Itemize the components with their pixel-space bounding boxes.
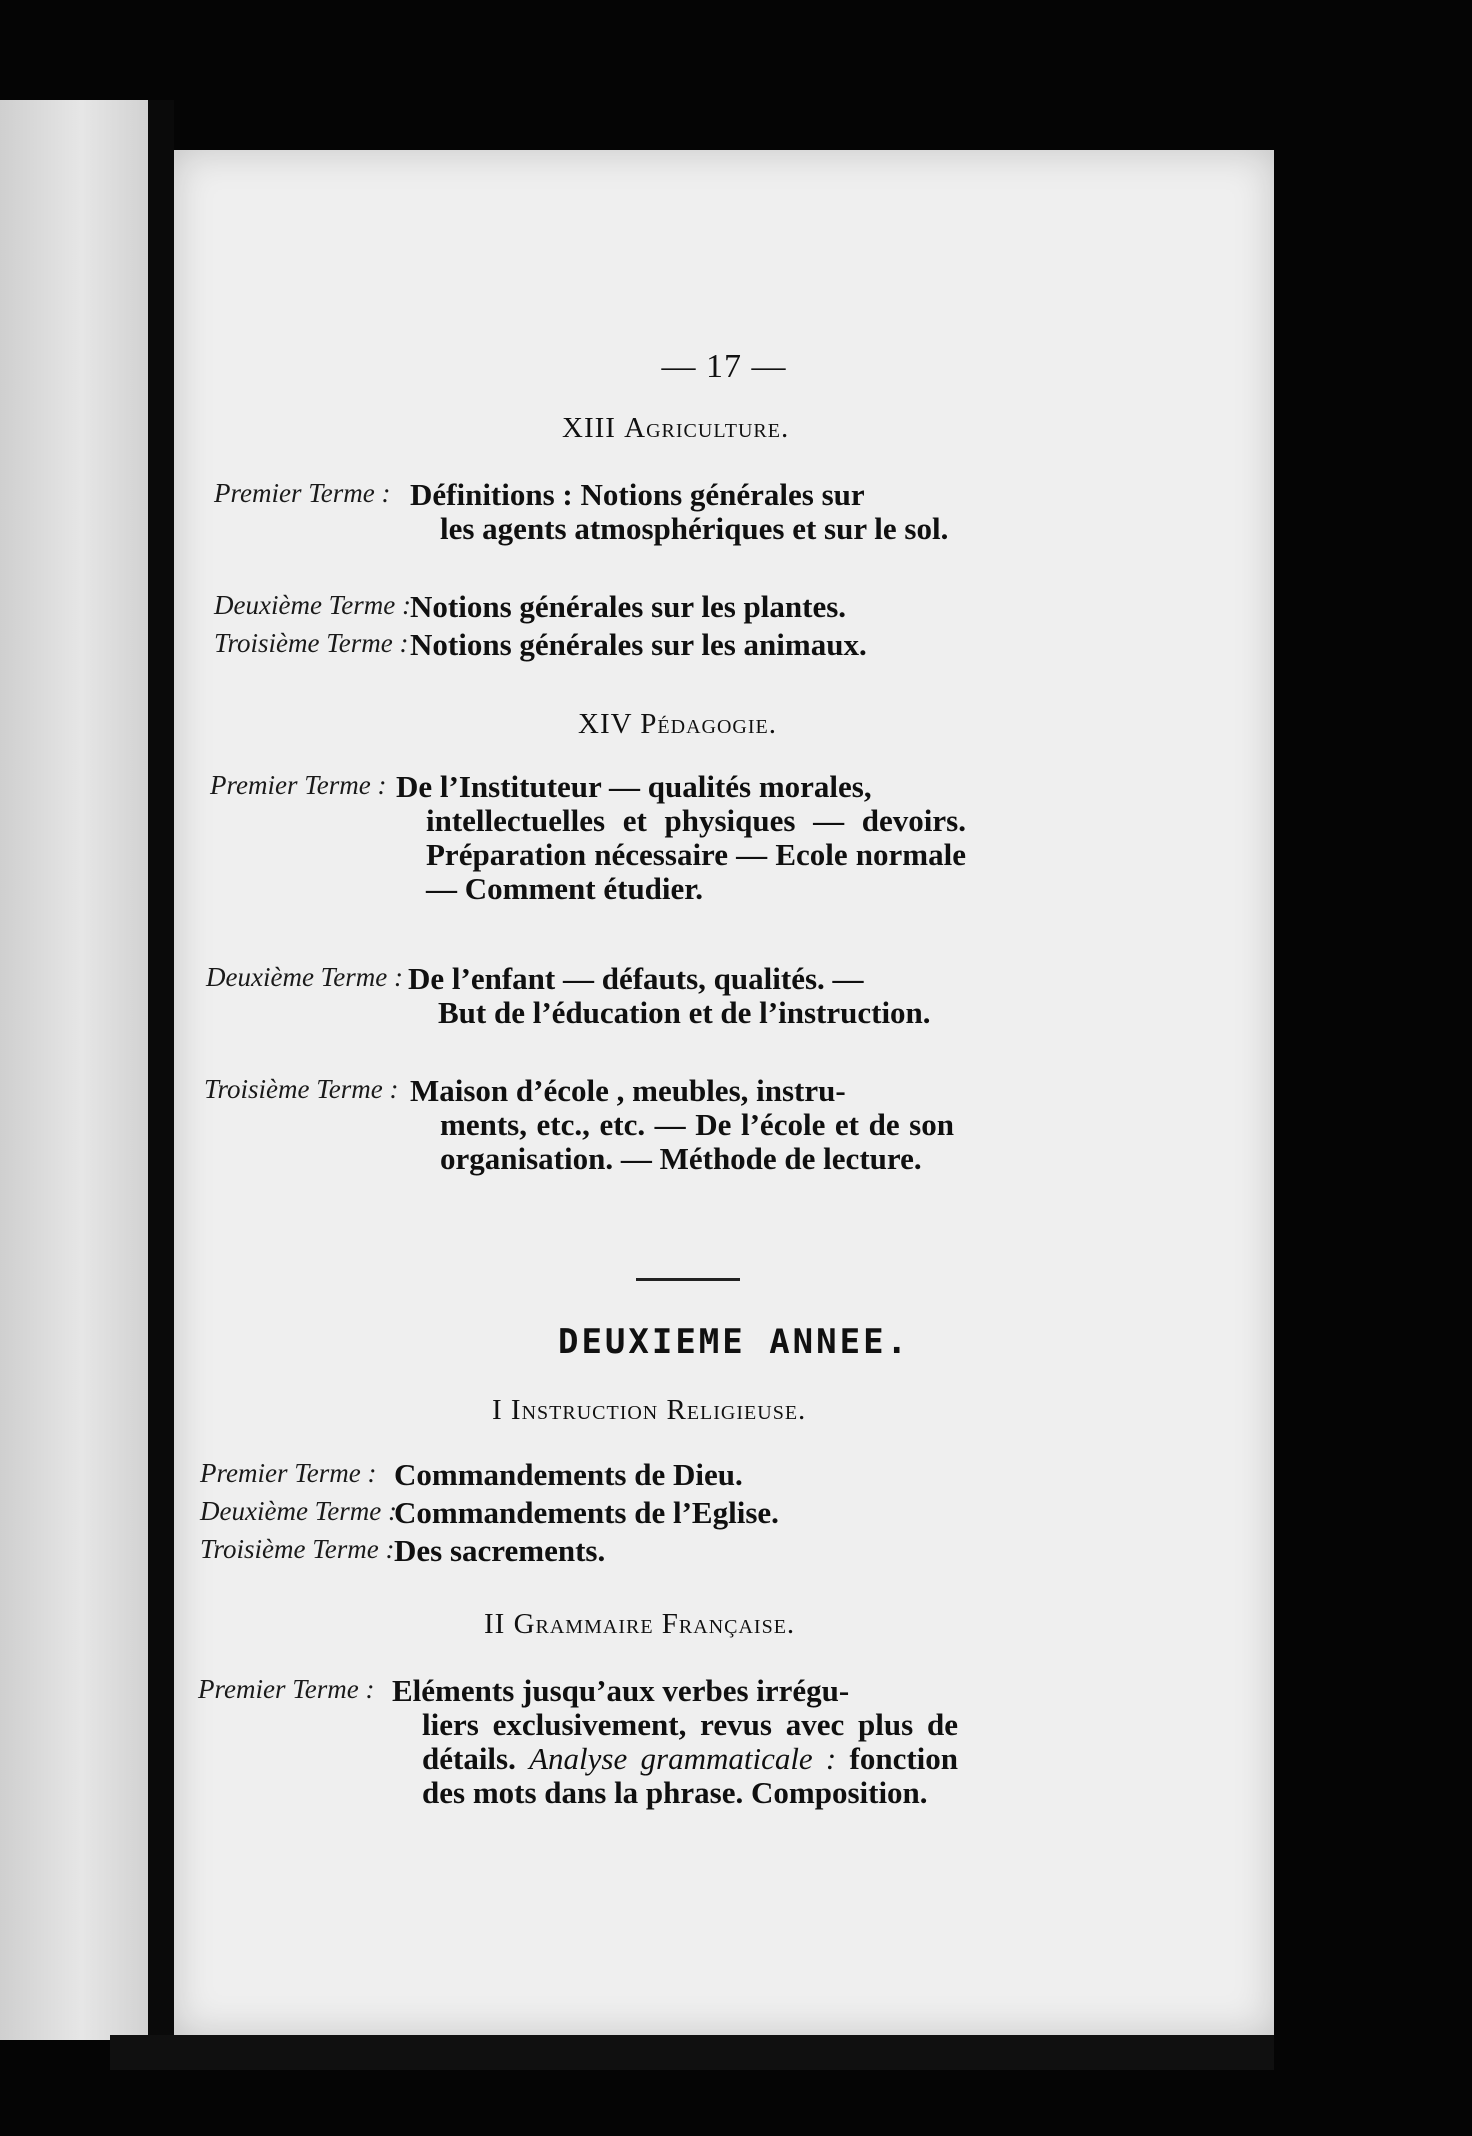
section-number: I: [492, 1394, 503, 1426]
section-divider: [636, 1278, 740, 1281]
term-content: Commandements de Dieu.: [394, 1457, 743, 1492]
section-heading-instruction: [492, 1394, 806, 1427]
section-heading-agriculture: [562, 412, 789, 445]
term-label: Deuxième Terme :: [214, 590, 411, 620]
book-gutter: [148, 100, 174, 2040]
term-content: Définitions : Notions générales sur les agents atmosphériques et sur le sol.: [410, 477, 949, 546]
term-content: Notions générales sur les plantes.: [410, 589, 847, 624]
term-label: Premier Terme :: [214, 478, 391, 508]
term-content: Notions générales sur les animaux.: [410, 627, 867, 662]
section-title: Grammaire Française.: [513, 1608, 796, 1640]
term-label: Deuxième Terme :: [206, 962, 403, 992]
term-content: Commandements de l’Eglise.: [394, 1495, 779, 1530]
section-number: II: [484, 1608, 506, 1640]
term-label: Troisième Terme :: [214, 628, 409, 658]
section-heading-pedagogie: [578, 708, 777, 741]
section-title: Pédagogie.: [640, 708, 777, 740]
term-label: Premier Terme :: [210, 770, 387, 800]
term-label: Troisième Terme :: [200, 1534, 395, 1564]
section-number: XIII: [562, 412, 616, 444]
term-label: Premier Terme :: [198, 1674, 375, 1704]
term-label: Premier Terme :: [200, 1458, 377, 1488]
term-content: Eléments jusqu’aux verbes irrégu- liers exclusivement, revus avec plus de détails. Analyse grammaticale : fonction des mots dans la phrase. Composition.: [392, 1673, 959, 1810]
facing-page-edge: [0, 100, 148, 2040]
term-content: Maison d’école , meubles, instru- ments, etc., etc. — De l’école et de son organisation. — Méthode de lecture.: [410, 1073, 954, 1176]
page-number: — 17 —: [661, 348, 787, 385]
term-content: De l’enfant — défauts, qualités. — But de l’éducation et de l’instruction.: [408, 961, 931, 1030]
term-label: Deuxième Terme :: [200, 1496, 397, 1526]
section-title: Instruction Religieuse.: [510, 1394, 807, 1426]
section-number: XIV: [578, 708, 633, 740]
page-bottom-shadow: [110, 2035, 1274, 2070]
section-heading-grammaire: [484, 1608, 795, 1641]
document-page: [174, 150, 1274, 2035]
section-title: Agriculture.: [624, 412, 790, 444]
term-content: De l’Instituteur — qualités morales, intellectuelles et physiques — devoirs. Préparation nécessaire — Ecole normale — Comment étudier.: [396, 769, 966, 906]
year-title: DEUXIEME ANNEE.: [557, 1322, 911, 1362]
term-label: Troisième Terme :: [204, 1074, 399, 1104]
term-content: Des sacrements.: [394, 1533, 606, 1568]
